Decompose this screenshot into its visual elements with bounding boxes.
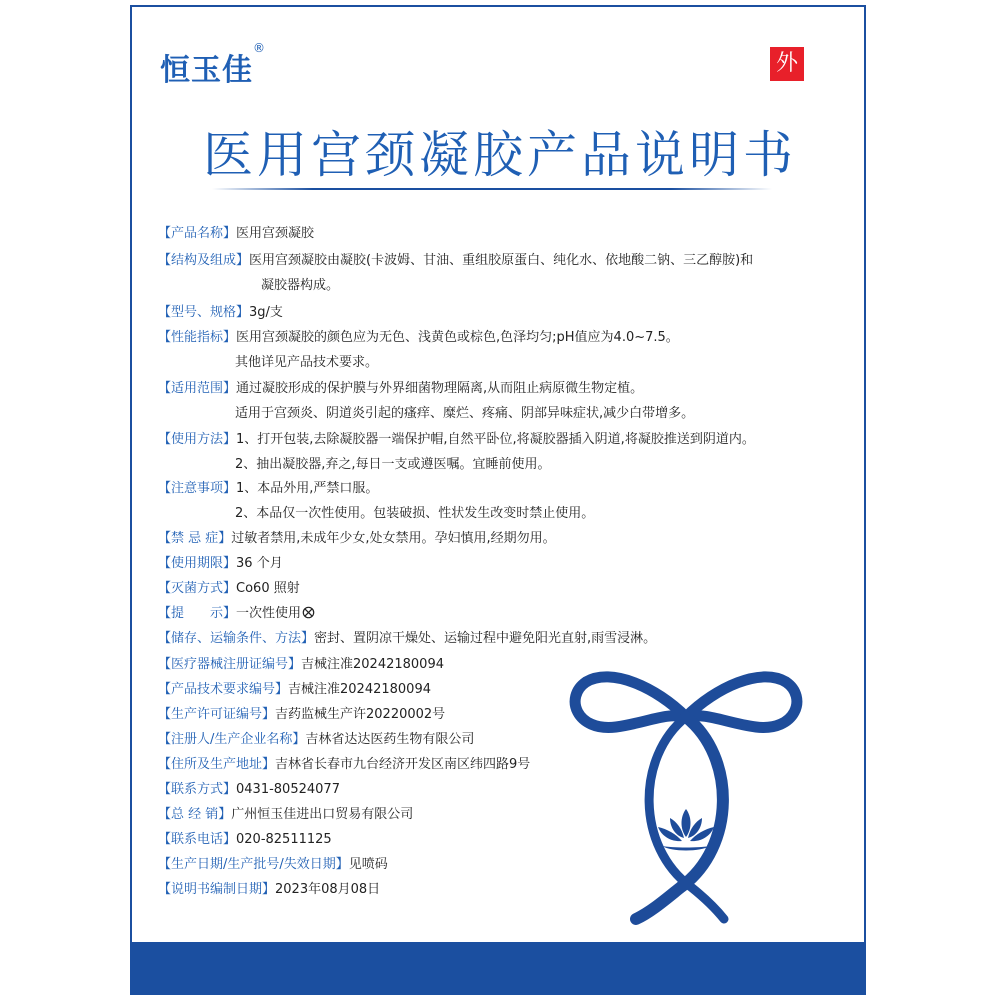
single-use-icon — [302, 606, 315, 619]
spec-value: 吉械注准20242180094 — [288, 682, 431, 697]
spec-tech-req-no — [158, 681, 431, 699]
spec-address — [158, 756, 530, 774]
spec-label: 【联系方式】 — [158, 782, 237, 797]
spec-label: 【注意事项】 — [158, 481, 237, 496]
spec-label: 【生产日期/生产批号/失效日期】 — [158, 857, 349, 872]
spec-value: 1、打开包装,去除凝胶器一端保护帽,自然平卧位,将凝胶器插入阴道,将凝胶推送到阴道内。 — [236, 432, 755, 447]
spec-notes-cont: 2、本品仅一次性使用。包装破损、性状发生改变时禁止使用。 — [235, 506, 595, 521]
spec-value: 吉药监械生产许20220002号 — [275, 707, 446, 722]
spec-composition-cont: 凝胶器构成。 — [261, 278, 340, 293]
spec-value: Co60 照射 — [236, 581, 300, 596]
spec-product-name — [158, 225, 314, 243]
spec-registrant — [158, 731, 474, 749]
spec-phone — [158, 831, 332, 849]
spec-label: 【生产许可证编号】 — [158, 707, 276, 722]
spec-usage-cont: 2、抽出凝胶器,弃之,每日一支或遵医嘱。宜睡前使用。 — [235, 457, 551, 472]
spec-shelf-life — [158, 555, 283, 573]
spec-scope-cont: 适用于宫颈炎、阴道炎引起的瘙痒、糜烂、疼痛、阴部异味症状,减少白带增多。 — [235, 406, 695, 421]
spec-scope — [158, 380, 643, 398]
spec-label: 【禁 忌 症】 — [158, 531, 232, 546]
spec-label: 【适用范围】 — [158, 381, 237, 396]
spec-label: 【总 经 销】 — [158, 807, 232, 822]
spec-composition — [158, 252, 753, 270]
spec-value: 吉林省达达医药生物有限公司 — [305, 732, 475, 747]
spec-label: 【联系电话】 — [158, 832, 237, 847]
spec-production-license — [158, 706, 445, 724]
spec-value: 医用宫颈凝胶由凝胶(卡波姆、甘油、重组胶原蛋白、纯化水、依地酸二钠、三乙醇胺)和 — [249, 253, 754, 268]
spec-label: 【使用方法】 — [158, 432, 237, 447]
spec-value: 3g/支 — [249, 305, 283, 320]
spec-model — [158, 304, 283, 322]
spec-registration-no — [158, 656, 444, 674]
spec-value: 1、本品外用,严禁口服。 — [236, 481, 379, 496]
footer-band — [132, 942, 866, 995]
instruction-sheet — [130, 5, 866, 995]
spec-sterilization — [158, 580, 300, 598]
brand-logo — [160, 41, 266, 89]
spec-value: 0431-80524077 — [236, 782, 340, 797]
spec-value: 见喷码 — [348, 857, 388, 872]
spec-performance — [158, 329, 679, 347]
registered-mark: ® — [253, 41, 266, 55]
spec-value: 通过凝胶形成的保护膜与外界细菌物理隔离,从而阻止病原微生物定植。 — [236, 381, 644, 396]
spec-label: 【结构及组成】 — [158, 253, 250, 268]
spec-value: 医用宫颈凝胶的颜色应为无色、浅黄色或棕色,色泽均匀;pH值应为4.0~7.5。 — [236, 330, 679, 345]
spec-value: 吉林省长春市九台经济开发区南区纬四路9号 — [275, 757, 531, 772]
spec-value: 2023年08月08日 — [275, 882, 381, 897]
spec-label: 【型号、规格】 — [158, 305, 250, 320]
spec-contact — [158, 781, 340, 799]
external-use-badge: 外 — [770, 47, 804, 81]
spec-compiled-date — [158, 881, 380, 899]
spec-usage — [158, 431, 755, 449]
spec-label: 【灭菌方式】 — [158, 581, 237, 596]
spec-value: 吉械注准20242180094 — [301, 657, 444, 672]
spec-label: 【性能指标】 — [158, 330, 237, 345]
spec-distributor — [158, 806, 413, 824]
spec-label: 【注册人/生产企业名称】 — [158, 732, 306, 747]
spec-label: 【储存、运输条件、方法】 — [158, 631, 315, 646]
brand-name: 恒玉佳 — [160, 53, 253, 88]
spec-value: 广州恒玉佳进出口贸易有限公司 — [231, 807, 414, 822]
spec-contraindications — [158, 530, 556, 548]
spec-value: 医用宫颈凝胶 — [236, 226, 315, 241]
spec-value: 过敏者禁用,未成年少女,处女禁用。孕妇慎用,经期勿用。 — [231, 531, 556, 546]
spec-label: 【说明书编制日期】 — [158, 882, 276, 897]
spec-hint — [158, 605, 315, 623]
spec-value: 一次性使用 — [236, 606, 302, 621]
ribbon-lotus-icon — [566, 657, 806, 932]
spec-value: 020-82511125 — [236, 832, 332, 847]
spec-label: 【住所及生产地址】 — [158, 757, 276, 772]
spec-value: 密封、置阴凉干燥处、运输过程中避免阳光直射,雨雪浸淋。 — [314, 631, 657, 646]
spec-label: 【产品名称】 — [158, 226, 237, 241]
spec-performance-cont: 其他详见产品技术要求。 — [235, 355, 379, 370]
spec-notes — [158, 480, 378, 498]
spec-dates — [158, 856, 388, 874]
spec-label: 【医疗器械注册证编号】 — [158, 657, 302, 672]
spec-storage — [158, 630, 656, 648]
spec-label: 【使用期限】 — [158, 556, 237, 571]
title-divider — [212, 188, 772, 190]
spec-label: 【产品技术要求编号】 — [158, 682, 289, 697]
spec-value: 36 个月 — [236, 556, 283, 571]
page-title: 医用宫颈凝胶产品说明书 — [203, 126, 797, 184]
spec-label: 【提 示】 — [158, 606, 237, 621]
